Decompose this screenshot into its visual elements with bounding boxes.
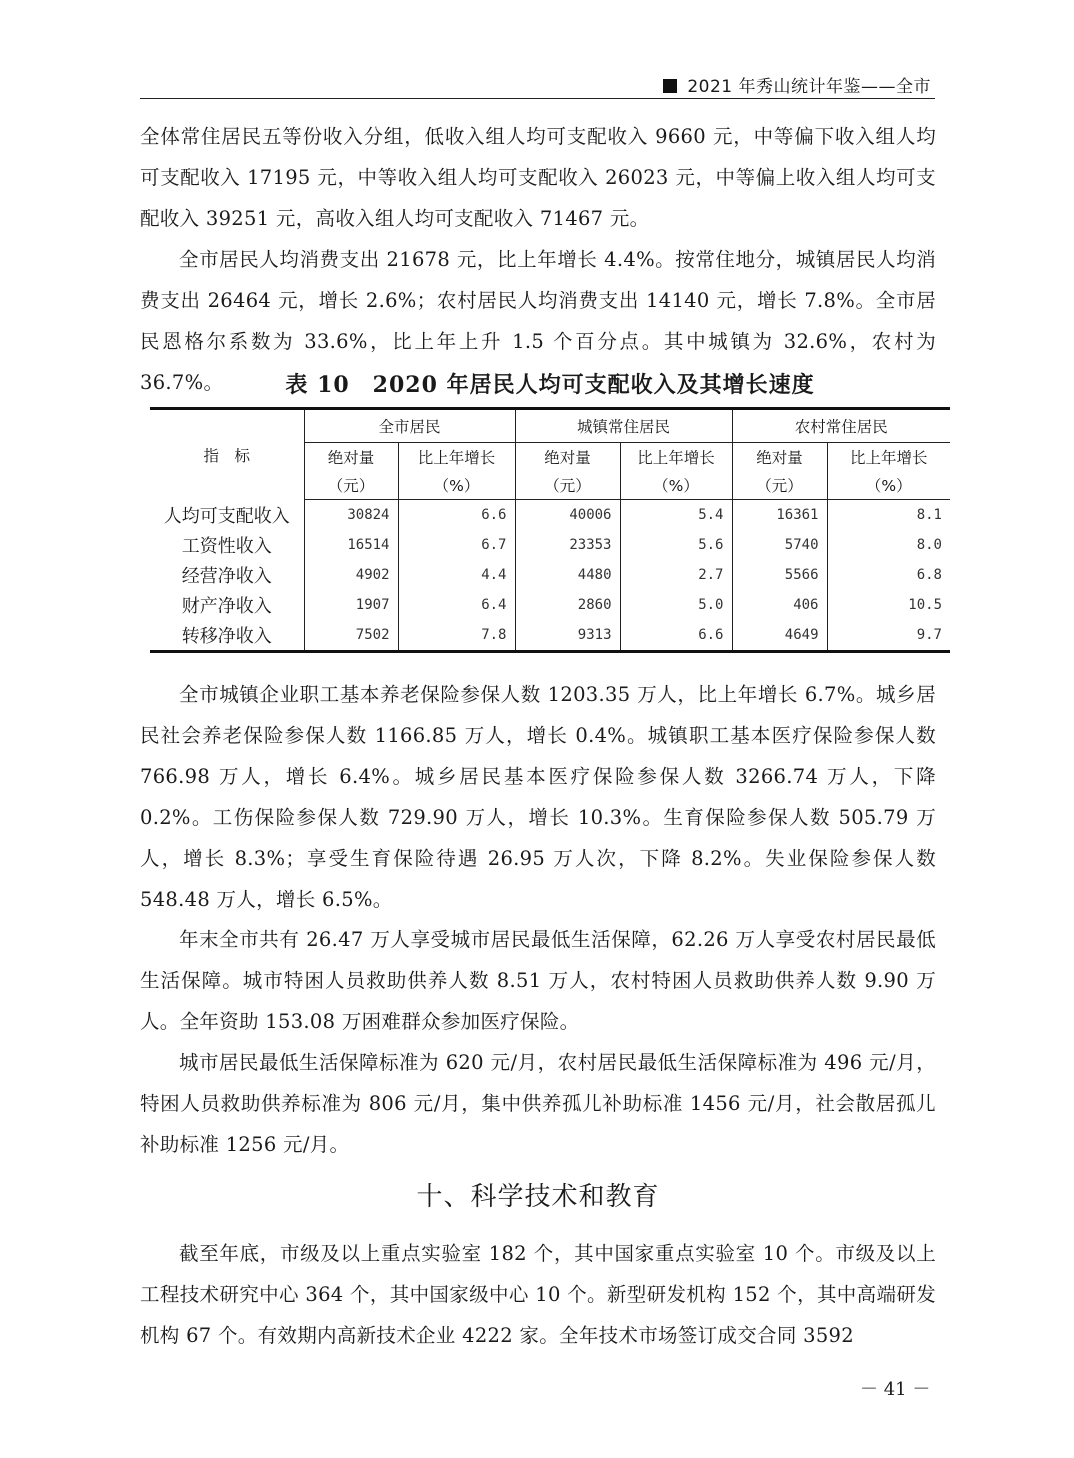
unit-percent: （%） — [620, 471, 732, 500]
cell: 8.1 — [827, 500, 950, 531]
unit-yuan: （元） — [732, 471, 827, 500]
cell: 4902 — [304, 560, 398, 590]
cell: 406 — [732, 590, 827, 620]
cell: 9.7 — [827, 620, 950, 652]
running-header-text — [663, 72, 931, 97]
cell: 6.8 — [827, 560, 950, 590]
row-label: 经营净收入 — [181, 566, 272, 587]
sub-header-absolute: 绝对量 — [304, 443, 398, 472]
cell: 4649 — [732, 620, 827, 652]
cell: 23353 — [515, 530, 620, 560]
cell: 8.0 — [827, 530, 950, 560]
group-header-all: 全市居民 — [304, 409, 515, 443]
cell: 6.4 — [398, 590, 515, 620]
group-header-rural: 农村常住居民 — [732, 409, 950, 443]
sub-header-absolute: 绝对量 — [732, 443, 827, 472]
indicator-header: 指 标 — [203, 446, 250, 465]
paragraph-standards: 城市居民最低生活保障标准为 620 元/月，农村居民最低生活保障标准为 496 元/月，特困人员救助供养标准为 806 元/月，集中供养孤儿补助标准 1456 元/月，社会散居孤儿补助标准 1256 元/月。 — [140, 1051, 936, 1156]
table-title: 表 10 2020 年居民人均可支配收入及其增长速度 — [285, 372, 815, 398]
cell: 5.6 — [620, 530, 732, 560]
cell: 5.4 — [620, 500, 732, 531]
sub-header-absolute: 绝对量 — [515, 443, 620, 472]
running-header — [140, 70, 935, 99]
paragraph-insurance: 全市城镇企业职工基本养老保险参保人数 1203.35 万人，比上年增长 6.7%。城乡居民社会养老保险参保人数 1166.85 万人，增长 0.4%。城镇职工基本医疗保险参保人数 766.98 万人，增长 6.4%。城乡居民基本医疗保险参保人数 3266.74 万人，下降 0.2%。工伤保险参保人数 729.90 万人，增长 10.3%。生育保险参保人数 505.79 万人，增长 8.3%；享受生育保险待遇 26.95 万人次，下降 8.2%。失业保险参保人数 548.48 万人，增长 6.5%。 — [140, 683, 936, 911]
cell: 5740 — [732, 530, 827, 560]
cell: 7.8 — [398, 620, 515, 652]
unit-yuan: （元） — [304, 471, 398, 500]
cell: 5566 — [732, 560, 827, 590]
cell: 6.7 — [398, 530, 515, 560]
group-header-urban: 城镇常住居民 — [515, 409, 732, 443]
unit-yuan: （元） — [515, 471, 620, 500]
cell: 7502 — [304, 620, 398, 652]
square-bullet-icon — [663, 79, 677, 93]
page-number: － 41 － — [860, 1379, 931, 1400]
cell: 2.7 — [620, 560, 732, 590]
cell: 6.6 — [620, 620, 732, 652]
income-table — [150, 407, 950, 653]
cell: 10.5 — [827, 590, 950, 620]
paragraph-consumption: 全市居民人均消费支出 21678 元，比上年增长 4.4%。按常住地分，城镇居民人均消费支出 26464 元，增长 2.6%；农村居民人均消费支出 14140 元，增长 7.8%。全市居民恩格尔系数为 33.6%，比上年上升 1.5 个百分点。其中城镇为 32.6%，农村为 36.7%。 — [140, 248, 936, 394]
sub-header-growth: 比上年增长 — [827, 443, 950, 472]
table-row — [150, 530, 950, 560]
paragraph-science: 截至年底，市级及以上重点实验室 182 个，其中国家重点实验室 10 个。市级及以上工程技术研究中心 364 个，其中国家级中心 10 个。新型研发机构 152 个，其中高端研发机构 67 个。有效期内高新技术企业 4222 家。全年技术市场签订成交合同 3592 — [140, 1242, 936, 1347]
cell: 4480 — [515, 560, 620, 590]
unit-percent: （%） — [827, 471, 950, 500]
row-label: 工资性收入 — [181, 536, 272, 557]
table-row — [150, 620, 950, 652]
table-row — [150, 590, 950, 620]
cell: 4.4 — [398, 560, 515, 590]
paragraph-minimum-living: 年末全市共有 26.47 万人享受城市居民最低生活保障，62.26 万人享受农村居民最低生活保障。城市特困人员救助供养人数 8.51 万人，农村特困人员救助供养人数 9.90 万人。全年资助 153.08 万困难群众参加医疗保险。 — [140, 928, 936, 1033]
section-title: 十、科学技术和教育 — [416, 1182, 660, 1212]
sub-header-growth: 比上年增长 — [620, 443, 732, 472]
header-title: 2021 年秀山统计年鉴——全市 — [687, 77, 931, 97]
cell: 16514 — [304, 530, 398, 560]
row-label: 转移净收入 — [181, 626, 272, 647]
cell: 6.6 — [398, 500, 515, 531]
row-label: 财产净收入 — [181, 596, 272, 617]
cell: 1907 — [304, 590, 398, 620]
row-label: 人均可支配收入 — [163, 505, 290, 527]
cell: 16361 — [732, 500, 827, 531]
table-row — [150, 500, 950, 531]
unit-percent: （%） — [398, 471, 515, 500]
sub-header-growth: 比上年增长 — [398, 443, 515, 472]
cell: 2860 — [515, 590, 620, 620]
table-row — [150, 560, 950, 590]
paragraph-income-quintiles: 全体常住居民五等份收入分组，低收入组人均可支配收入 9660 元，中等偏下收入组人均可支配收入 17195 元，中等收入组人均可支配收入 26023 元，中等偏上收入组人均可支配收入 39251 元，高收入组人均可支配收入 71467 元。 — [140, 125, 936, 230]
cell: 40006 — [515, 500, 620, 531]
cell: 5.0 — [620, 590, 732, 620]
cell: 9313 — [515, 620, 620, 652]
cell: 30824 — [304, 500, 398, 531]
